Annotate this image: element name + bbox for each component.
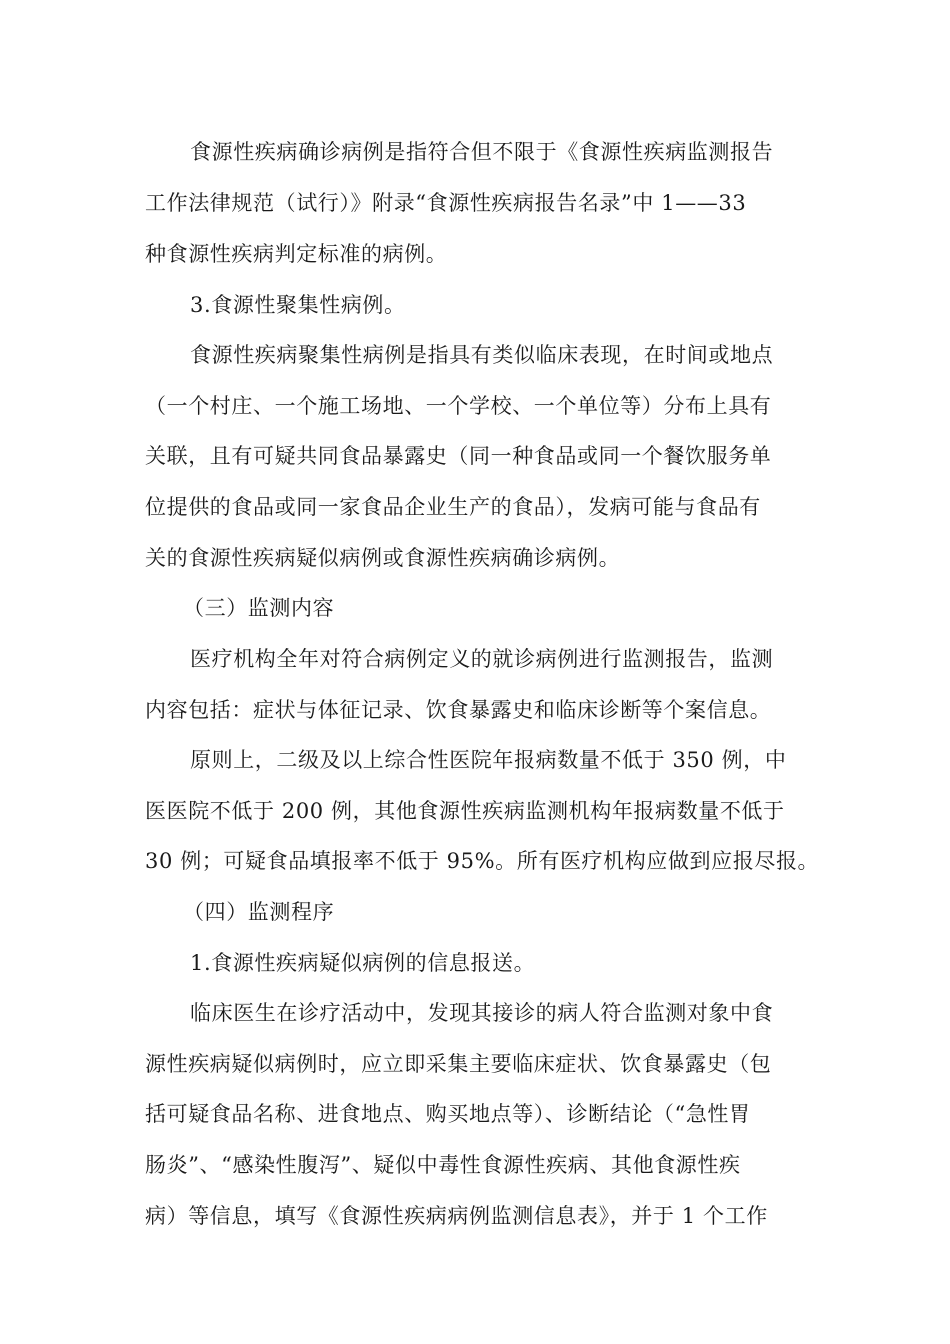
paragraph-line: 种食源性疾病判定标准的病例。 — [145, 242, 448, 266]
paragraph-line: 30 例；可疑食品填报率不低于 95%。所有医疗机构应做到应报尽报。 — [145, 849, 820, 873]
paragraph-line: 食源性疾病聚集性病例是指具有类似临床表现，在时间或地点 — [190, 343, 774, 367]
paragraph-line: 病）等信息，填写《食源性疾病病例监测信息表》，并于 1 个工作 — [145, 1204, 768, 1228]
section-heading: （三）监测内容 — [183, 596, 335, 620]
paragraph-line: 医医院不低于 200 例，其他食源性疾病监测机构年报病数量不低于 — [145, 799, 785, 823]
paragraph-line: 原则上，二级及以上综合性医院年报病数量不低于 350 例，中 — [190, 748, 787, 772]
section-heading: （四）监测程序 — [183, 900, 335, 924]
paragraph-line: 括可疑食品名称、进食地点、购买地点等）、诊断结论（“急性胃 — [145, 1102, 751, 1126]
paragraph-line: 位提供的食品或同一家食品企业生产的食品），发病可能与食品有 — [145, 495, 761, 519]
paragraph-line: 工作法律规范（试行）》附录“食源性疾病报告名录”中 1——33 — [145, 191, 747, 215]
section-heading: 1.食源性疾病疑似病例的信息报送。 — [190, 951, 536, 975]
paragraph-line: 肠炎”、“感染性腹泻”、疑似中毒性食源性疾病、其他食源性疾 — [145, 1153, 741, 1177]
paragraph-line: 关联，且有可疑共同食品暴露史（同一种食品或同一个餐饮服务单 — [145, 444, 772, 468]
paragraph-line: 内容包括：症状与体征记录、饮食暴露史和临床诊断等个案信息。 — [145, 698, 772, 722]
section-heading: 3.食源性聚集性病例。 — [190, 293, 406, 317]
paragraph-line: 源性疾病疑似病例时，应立即采集主要临床症状、饮食暴露史（包 — [145, 1052, 772, 1076]
paragraph-line: 关的食源性疾病疑似病例或食源性疾病确诊病例。 — [145, 546, 621, 570]
paragraph-line: 医疗机构全年对符合病例定义的就诊病例进行监测报告，监测 — [190, 647, 774, 671]
paragraph-line: 食源性疾病确诊病例是指符合但不限于《食源性疾病监测报告 — [190, 140, 774, 164]
paragraph-line: （一个村庄、一个施工场地、一个学校、一个单位等）分布上具有 — [145, 394, 772, 418]
paragraph-line: 临床医生在诊疗活动中，发现其接诊的病人符合监测对象中食 — [190, 1001, 774, 1025]
